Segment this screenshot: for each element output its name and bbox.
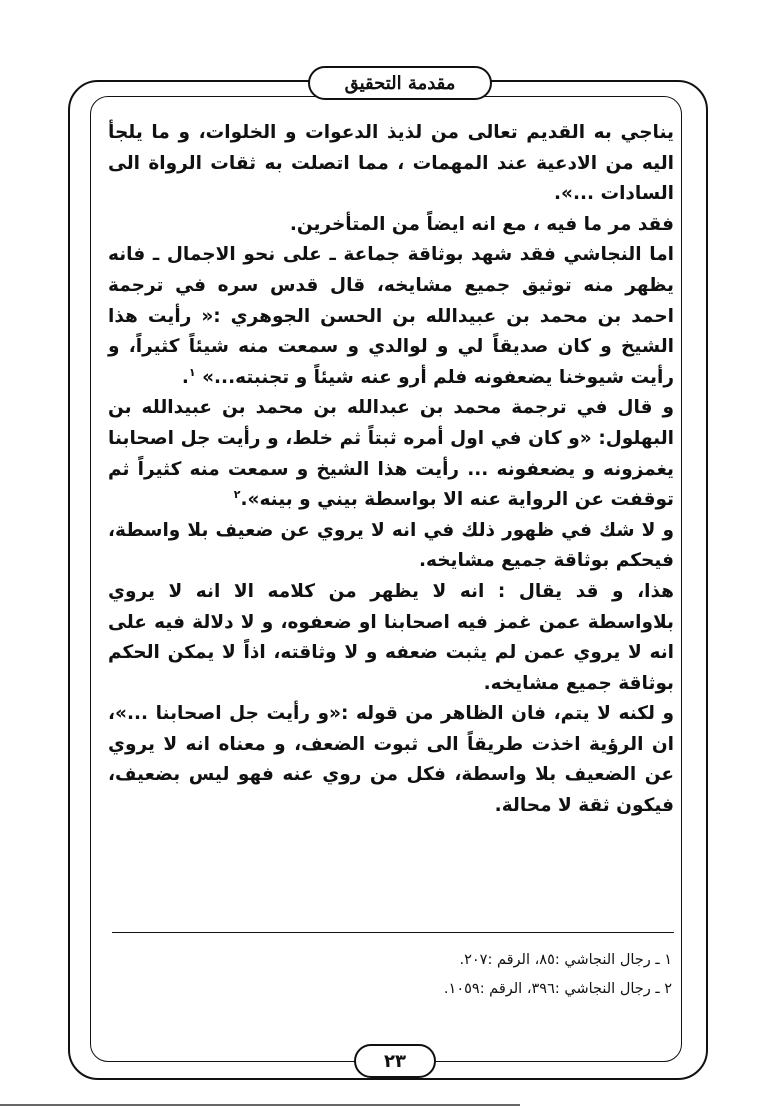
paragraph-4-text: و قال في ترجمة محمد بن عبدالله بن محمد بن عبيدالله بن البهلول: «و كان في اول أمره ثبتاً ثم خلط، و رأيت جل اصحابنا يغمزونه و يضعفونه ... رأيت هذا الشيخ و سمعت منه كثيراً ثم توقفت عن الرواية عنه الا بواسطة بيني و بينه». — [108, 397, 674, 511]
page-number-badge — [354, 1044, 436, 1078]
paragraph-1 — [108, 118, 674, 210]
footnote-1: ١ ـ رجال النجاشي :٨٥، الرقم :٢٠٧. — [459, 952, 672, 968]
paragraph-3-text: اما النجاشي فقد شهد بوثاقة جماعة ـ على نحو الاجمال ـ فانه يظهر منه توثيق جميع مشايخه، قال قدس سره في ترجمة احمد بن محمد بن عبيدالله بن الحسن الجوهري :« رأيت هذا الشيخ و كان صديقاً لي و لوالدي و سمعت منه شيئاً كثيراً، و رأيت شيوخنا يضعفونه فلم أرو عنه شيئاً و تجنبته...» — [108, 244, 674, 388]
paragraph-7 — [108, 699, 674, 821]
paragraph-2-text: فقد مر ما فيه ، مع انه ايضاً من المتأخرين. — [289, 213, 674, 235]
paragraph-5-text: و لا شك في ظهور ذلك في انه لا يروي عن ضعيف بلا واسطة، فيحكم بوثاقة جميع مشايخه. — [108, 519, 674, 572]
paragraph-2 — [108, 210, 674, 241]
body-text — [108, 118, 674, 822]
footnotes — [112, 946, 672, 1004]
paragraph-1-text: يناجي به القديم تعالى من لذيذ الدعوات و الخلوات، و ما يلجأ اليه من الادعية عند المهمات ، مما اتصلت به ثقات الرواة الى السادات ...». — [108, 122, 674, 205]
footnote-ref-2: ٢ — [233, 487, 241, 501]
paragraph-4 — [108, 393, 674, 515]
paragraph-7-text: و لكنه لا يتم، فان الظاهر من قوله :«و رأيت جل اصحابنا ...»، ان الرؤية اخذت طريقاً الى ثبوت الضعف، و معناه انه لا يروي عن الضعيف بلا واسطة، فكل من روي عنه فهو ليس بضعيف، فيكون ثقة لا محالة. — [108, 703, 674, 817]
paragraph-5 — [108, 516, 674, 577]
bottom-edge-line — [0, 1104, 520, 1106]
chapter-title: مقدمة التحقيق — [344, 72, 456, 94]
footnote-2: ٢ ـ رجال النجاشي :٣٩٦، الرقم :١٠٥٩. — [443, 981, 672, 997]
paragraph-6-text: هذا، و قد يقال : انه لا يظهر من كلامه الا انه لا يروي بلاواسطة عمن غمز فيه اصحابنا او ضعفوه، و لا دلالة فيه على انه لا يروي عمن لم يثبت ضعفه و لا وثاقته، اذاً لا يمكن الحكم بوثاقة جميع مشايخه. — [108, 580, 674, 694]
paragraph-3 — [108, 240, 674, 393]
paragraph-3-tail: . — [181, 366, 189, 388]
chapter-header — [308, 66, 492, 100]
footnote-ref-1: ١ — [188, 365, 196, 379]
footnote-divider — [112, 932, 674, 933]
paragraph-6 — [108, 577, 674, 699]
page-number: ٢٣ — [384, 1050, 406, 1072]
